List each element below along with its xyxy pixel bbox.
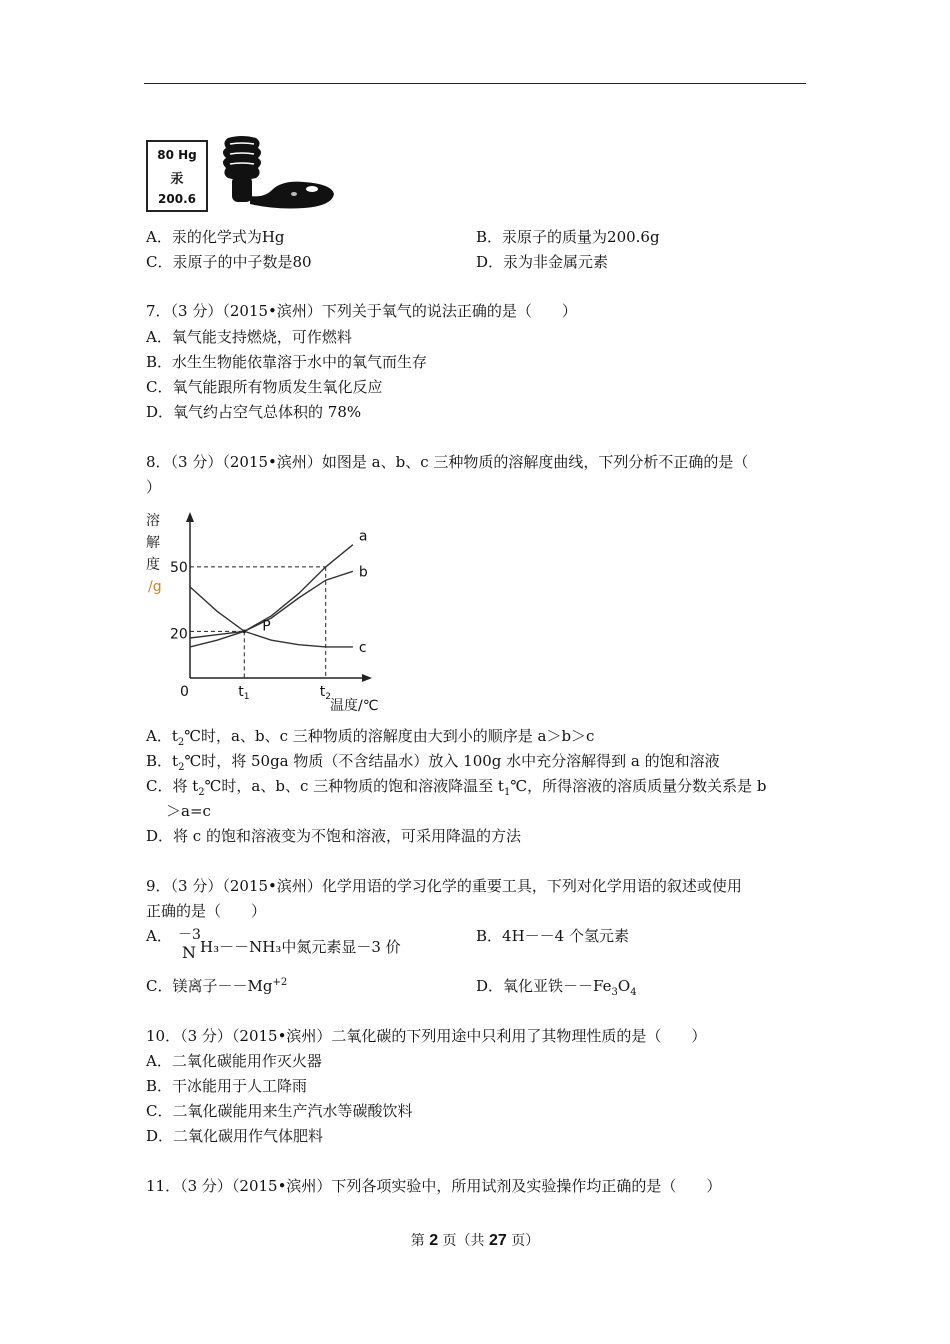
q8-option-c: C．将 $t_2℃$时，a、b、c 三种物质的饱和溶液降温至 $t_1℃$，所得溶液的溶质质量分数关系是 b — [146, 777, 767, 798]
q8-stem-line2: ） — [146, 478, 162, 496]
q8-option-d: D．将 c 的饱和溶液变为不饱和溶液，可采用降温的方法 — [146, 827, 521, 845]
y-tick-label-20: 20 — [170, 626, 188, 643]
x-tick-label-1: $t_1$ — [238, 684, 250, 702]
y-axis-arrow — [186, 512, 194, 522]
q7-stem: 7．（3 分）（2015•滨州）下列关于氧气的说法正确的是（ ） — [146, 302, 577, 320]
q9-option-d: D．氧化亚铁$--Fe_3O_4$ — [476, 977, 637, 998]
q9-option-a-rest: H₃－－NH₃中氮元素显－3 价 — [200, 938, 401, 956]
header-rule — [144, 83, 806, 84]
svg-text:溶: 溶 — [146, 513, 160, 529]
q7-option-d: D．氧气约占空气总体积的 78% — [146, 403, 362, 421]
series-a-label: a — [358, 528, 368, 545]
q7-option-b: B．水生生物能依靠溶于水中的氧气而生存 — [146, 353, 428, 371]
q10-option-a: A．二氧化碳能用作灭火器 — [146, 1052, 322, 1070]
x-axis-label: 温度/℃ — [330, 698, 379, 714]
x-tick-label-0: 0 — [180, 684, 189, 700]
series-c-curve — [190, 587, 353, 647]
q7-option-c: C．氧气能跟所有物质发生氧化反应 — [146, 378, 383, 396]
q6-option-c: C．汞原子的中子数是80 — [146, 253, 312, 271]
page-number: 2 — [429, 1232, 439, 1249]
q6-option-a: A．汞的化学式为Hg — [146, 228, 285, 246]
q10-option-d: D．二氧化碳用作气体肥料 — [146, 1127, 324, 1145]
series-b-label: b — [358, 564, 368, 581]
svg-text:解: 解 — [146, 535, 160, 551]
q10-stem: 10．（3 分）（2015•滨州）二氧化碳的下列用途中只利用了其物理性质的是（ ） — [146, 1027, 707, 1045]
q9-option-b: B．4H－－4 个氢元素 — [476, 927, 629, 945]
q8-option-a: A．$t_2℃$时，a、b、c 三种物质的溶解度由大到小的顺序是 a＞b＞c — [146, 727, 595, 748]
series-b-curve — [190, 571, 353, 638]
q10-option-c: C．二氧化碳能用来生产汽水等碳酸饮料 — [146, 1102, 413, 1120]
q6-option-b: B．汞原子的质量为200.6g — [476, 228, 660, 246]
q8-option-b: B．$t_2℃$时，将 50ga 物质（不含结晶水）放入 100g 水中充分溶解得到 a 的饱和溶液 — [146, 752, 720, 773]
q8-option-c-cont: ＞a=c — [166, 802, 211, 820]
y-tick-label-50: 50 — [170, 559, 188, 576]
q9-option-a-label: A． — [146, 927, 172, 945]
element-name: 汞 — [170, 172, 184, 187]
point-p-label: P — [262, 618, 271, 635]
q8-stem-line1: 8．（3 分）（2015•滨州）如图是 a、b、c 三种物质的溶解度曲线，下列分析不正确的是（ — [146, 453, 749, 471]
y-axis-label — [146, 512, 162, 595]
page-footer: 第 2 页（共 27 页） — [410, 1232, 540, 1249]
page-total: 27 — [489, 1232, 507, 1249]
x-axis-arrow — [362, 674, 372, 682]
thermometer-illustration — [220, 134, 338, 212]
svg-text:/g: /g — [148, 579, 162, 595]
q9-option-a-charge: －3 — [178, 927, 201, 943]
element-card-hg — [146, 140, 208, 212]
q9-option-a-n: N — [182, 943, 196, 962]
q9-stem-line2: 正确的是（ ） — [146, 902, 267, 920]
q10-option-b: B．干冰能用于人工降雨 — [146, 1077, 308, 1095]
point-p-marker — [242, 630, 246, 634]
q6-option-d: D．汞为非金属元素 — [476, 253, 609, 271]
element-mass: 200.6 — [158, 192, 196, 206]
x-tick-label-2: $t_2$ — [319, 684, 331, 702]
q9-stem-line1: 9．（3 分）（2015•滨州）化学用语的学习化学的重要工具，下列对化学用语的叙述或使用 — [146, 877, 742, 895]
q11-stem: 11．（3 分）（2015•滨州）下列各项实验中，所用试剂及实验操作均正确的是（ ） — [146, 1177, 722, 1195]
solubility-chart — [144, 508, 394, 718]
svg-text:度: 度 — [146, 557, 160, 573]
q9-option-c: C．镁离子$--Mg^{+2}$ — [146, 977, 288, 995]
q7-option-a: A．氧气能支持燃烧，可作燃料 — [146, 328, 352, 346]
element-number-symbol: 80 Hg — [157, 148, 197, 162]
series-c-label: c — [358, 639, 367, 656]
